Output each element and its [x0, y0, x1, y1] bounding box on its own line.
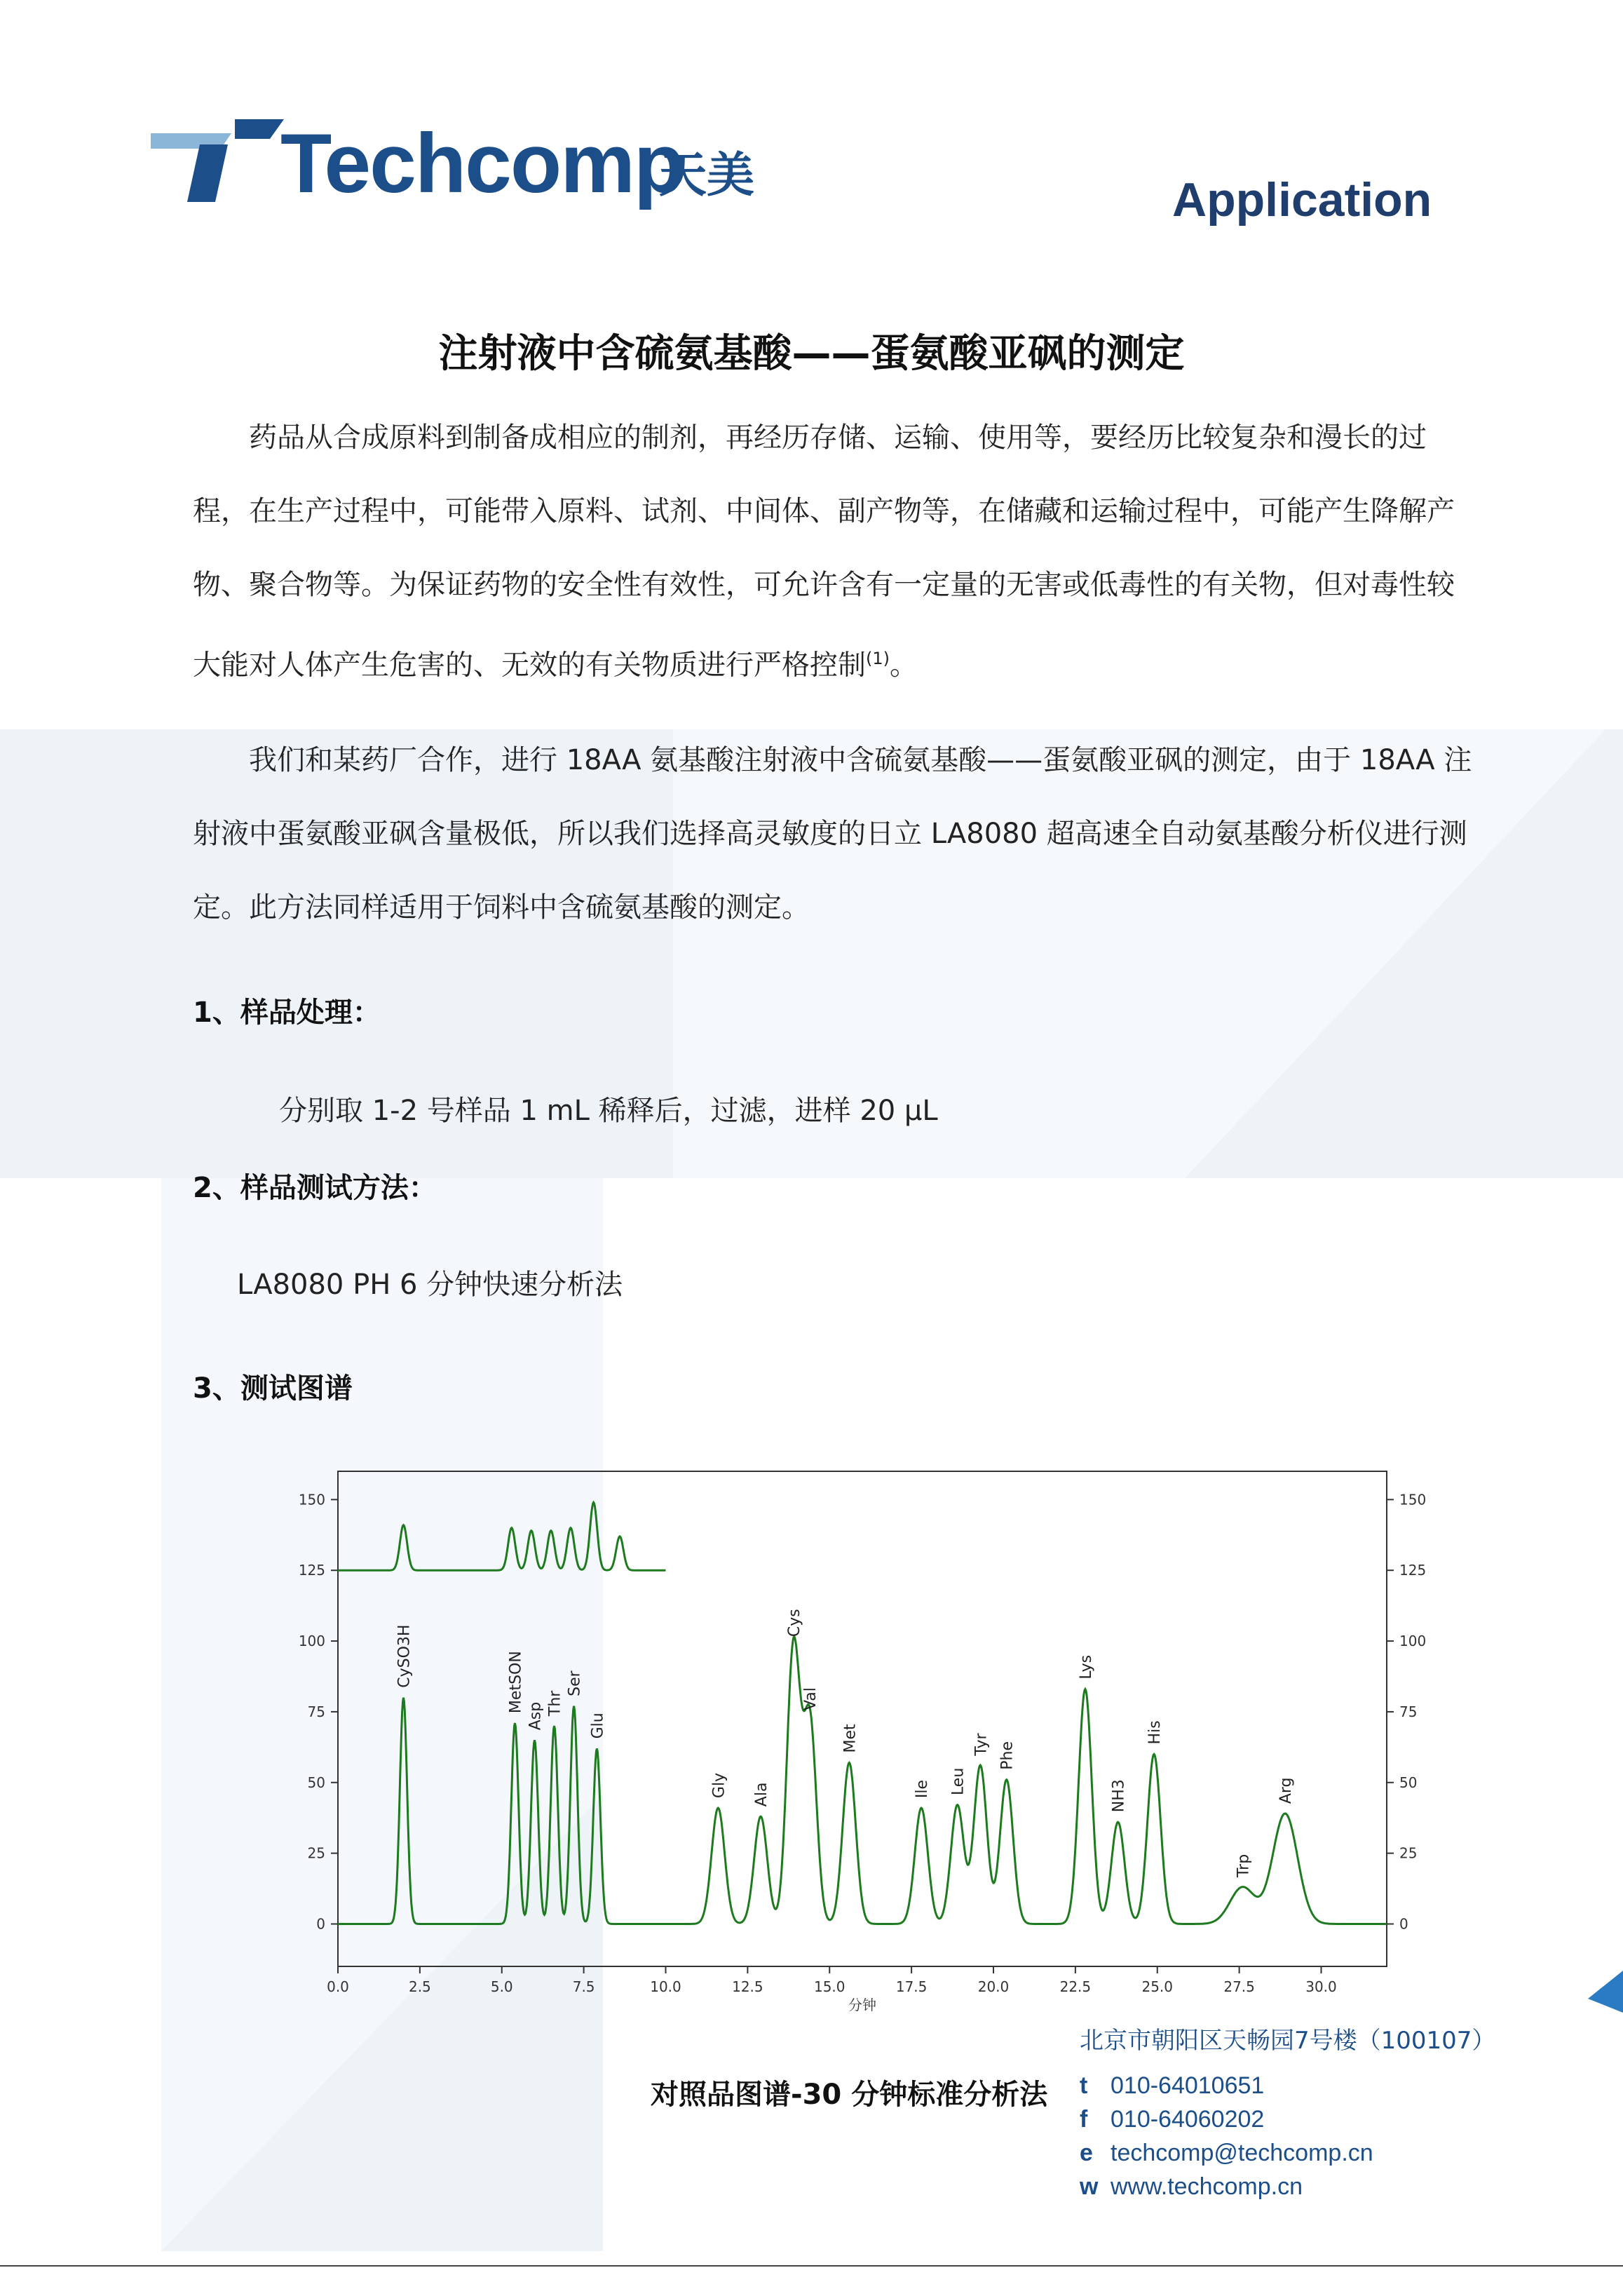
plot-frame: [338, 1471, 1387, 1966]
contact-fax: f 010-64060202: [1080, 2106, 1265, 2133]
x-tick-label: 27.5: [1223, 1978, 1255, 1995]
chromatogram-svg: [280, 1459, 1458, 2020]
peak-label: Cys: [785, 1609, 803, 1637]
peak-label: Phe: [998, 1741, 1017, 1770]
x-tick-label: 7.5: [572, 1978, 595, 1995]
peak-label: Glu: [589, 1713, 607, 1739]
paragraph-line: 程，在生产过程中，可能带入原料、试剂、中间体、副产物等，在储藏和运输过程中，可能产生降解产: [193, 495, 1455, 527]
peak-label: Ile: [914, 1779, 932, 1799]
x-tick-label: 2.5: [408, 1978, 431, 1995]
peak-label: Asp: [527, 1701, 545, 1731]
y-tick-label: 150: [298, 1491, 325, 1508]
x-tick-label: 5.0: [490, 1978, 513, 1995]
paragraph-line: 我们和某药厂合作，进行 18AA 氨基酸注射液中含硫氨基酸——蛋氨酸亚砜的测定，由于 18AA 注: [249, 744, 1472, 776]
chromatogram-trace: [338, 1637, 1387, 1924]
x-tick-label: 22.5: [1059, 1978, 1092, 1995]
x-tick-label: 30.0: [1305, 1978, 1337, 1995]
peak-label: MetSON: [507, 1651, 525, 1714]
peak-label: Ser: [566, 1670, 584, 1696]
contact-block: [1080, 2069, 1373, 2203]
x-tick-label: 12.5: [732, 1978, 763, 1995]
section-text-method: LA8080 PH 6 分钟快速分析法: [237, 1269, 623, 1301]
y-tick-label: 50: [307, 1774, 325, 1791]
y-tick-label-right: 25: [1399, 1844, 1418, 1862]
section-heading-method: 2、样品测试方法：: [193, 1172, 437, 1204]
brand-name-cn: 天美: [659, 148, 755, 203]
y-tick-label-right: 100: [1399, 1633, 1427, 1650]
x-tick-label: 15.0: [813, 1978, 846, 1995]
brand-name: Techcomp: [280, 116, 684, 210]
peak-label: Leu: [949, 1767, 967, 1796]
logo-mark-icon: [151, 119, 291, 210]
peak-label: Val: [802, 1687, 820, 1711]
peak-label: Met: [841, 1724, 860, 1753]
x-tick-label: 0.0: [327, 1978, 349, 1995]
y-tick-label: 100: [298, 1633, 325, 1650]
x-tick-label: 25.0: [1141, 1978, 1174, 1995]
section-heading-chromatogram: 3、测试图谱: [193, 1372, 353, 1405]
section-text-sample-prep: 分别取 1-2 号样品 1 mL 稀释后，过滤，进样 20 μL: [279, 1095, 938, 1127]
contact-email[interactable]: e techcomp@techcomp.cn: [1080, 2140, 1373, 2166]
x-tick-label: 10.0: [650, 1978, 681, 1995]
y-tick-label: 0: [316, 1915, 325, 1933]
x-tick-label: 20.0: [977, 1978, 1010, 1995]
x-tick-label: 17.5: [895, 1978, 928, 1995]
y-tick-label-right: 50: [1399, 1774, 1418, 1791]
y-tick-label-right: 75: [1399, 1703, 1418, 1720]
x-axis-label: 分钟: [848, 1997, 876, 2013]
inset-trace: [338, 1502, 666, 1570]
paragraph-line: 大能对人体产生危害的、无效的有关物质进行严格控制$^{(1)}$。: [193, 649, 918, 682]
contact-website[interactable]: w www.techcomp.cn: [1080, 2173, 1303, 2200]
contact-address: 北京市朝阳区天畅园7号楼（100107）: [1080, 2027, 1496, 2055]
peak-label: His: [1146, 1720, 1164, 1745]
peak-label: Arg: [1277, 1777, 1296, 1804]
page-title: 注射液中含硫氨基酸——蛋氨酸亚砜的测定: [438, 331, 1185, 377]
peak-label: NH3: [1110, 1779, 1128, 1813]
peak-label: Gly: [710, 1772, 728, 1799]
y-tick-label-right: 125: [1399, 1562, 1427, 1579]
chart-caption: 对照品图谱-30 分钟标准分析法: [651, 2079, 1048, 2111]
peak-label: Lys: [1077, 1654, 1095, 1680]
y-tick-label: 75: [307, 1703, 325, 1720]
peak-label: CySO3H: [395, 1624, 414, 1688]
reference-sup: (1): [866, 649, 890, 668]
contact-phone: t 010-64010651: [1080, 2072, 1265, 2099]
paragraph-line: 射液中蛋氨酸亚砜含量极低，所以我们选择高灵敏度的日立 LA8080 超高速全自动氨基酸分析仪进行测: [193, 818, 1467, 850]
peak-label: Thr: [546, 1690, 564, 1717]
peak-label: Tyr: [972, 1733, 991, 1756]
brand-logo: [151, 116, 768, 217]
application-label: Application: [1172, 173, 1432, 227]
y-tick-label: 25: [307, 1844, 325, 1862]
y-tick-label-right: 150: [1399, 1491, 1427, 1508]
peak-label: Trp: [1235, 1853, 1253, 1878]
y-tick-label: 125: [298, 1562, 325, 1579]
paragraph-line: 药品从合成原料到制备成相应的制剂，再经历存储、运输、使用等，要经历比较复杂和漫长的过: [249, 421, 1427, 454]
section-heading-sample-prep: 1、样品处理：: [193, 997, 381, 1029]
bottom-rule: [0, 2265, 1623, 2267]
paragraph-line: 物、聚合物等。为保证药物的安全性有效性，可允许含有一定量的无害或低毒性的有关物，但对毒性较: [193, 569, 1455, 601]
peak-label: Ala: [753, 1782, 771, 1807]
intro-paragraph: [193, 401, 1504, 702]
cooperation-paragraph: [193, 724, 1504, 945]
y-tick-label-right: 0: [1399, 1915, 1408, 1933]
chromatogram-chart: [280, 1459, 1458, 2020]
paragraph-line: 定。此方法同样适用于饲料中含硫氨基酸的测定。: [193, 891, 810, 924]
